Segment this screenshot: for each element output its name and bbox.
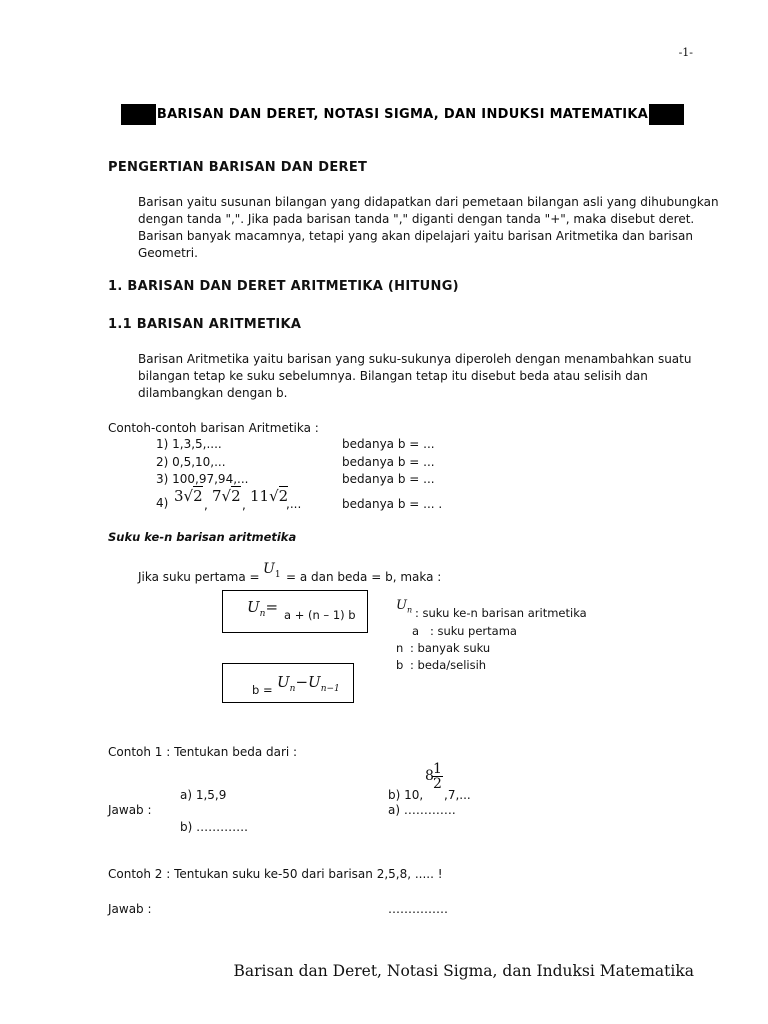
contoh-1-b-prefix: b) 10, [388,788,424,802]
example-3-seq: 3) 100,97,94,... [156,472,249,486]
given-before: Jika suku pertama = [138,570,260,584]
example-4-sep-1: , [204,498,208,512]
legend-u: U [396,598,407,613]
example-4-tail: ,... [286,497,302,511]
intro-line-3: Barisan banyak macamnya, tetapi yang akan dipelajari yaitu barisan Aritmetika dan barisan [138,229,693,243]
formula-b-u2: U [308,673,321,691]
formula-un-lhs [247,598,278,619]
formula-b-minus: − [295,673,309,691]
contoh-2-label: Contoh 2 : Tentukan suku ke-50 dari barisan 2,5,8, ..... ! [108,867,443,881]
legend-n-desc: : banyak suku [410,641,491,655]
definition-line-2: bilangan tetap ke suku sebelumnya. Bilangan tetap itu disebut beda atau selisih dan [138,369,648,383]
legend-b-symbol: b [396,658,404,672]
intro-line-4: Geometri. [138,246,198,260]
term-2-coef: 7 [212,487,222,505]
formula-b-sub1: n [289,684,296,694]
example-1-beda: bedanya b = ... [342,437,435,451]
term-2-radicand: 2 [231,487,241,505]
contoh-1-answer-a: a) …………. [388,803,456,817]
formula-un-eq: = [265,598,279,616]
contoh-1-answer-b: b) …………. [180,820,248,834]
given-after: = a dan beda = b, maka : [286,570,442,584]
legend-u-sub: n [406,605,413,615]
legend-b-desc: : beda/selisih [410,658,487,672]
term-3-radicand: 2 [278,487,289,505]
term-1-coef: 3 [174,487,184,505]
given-u-subscript: 1 [274,569,281,580]
legend-un-symbol [396,598,412,615]
contoh-1-b-suffix: ,7,... [444,788,471,802]
example-3-beda: bedanya b = ... [342,472,435,486]
legend-a-desc: : suku pertama [430,624,517,638]
formula-b-rhs [277,673,340,694]
contoh-1-jawab: Jawab : [108,803,152,817]
contoh-2-jawab: Jawab : [108,902,152,916]
formula-b-sub2: n−1 [320,684,340,694]
examples-label: Contoh-contoh barisan Aritmetika : [108,421,319,435]
contoh-1-fraction [432,762,443,791]
page-number: -1- [678,46,693,59]
intro-line-1: Barisan yaitu susunan bilangan yang didapatkan dari pemetaan bilangan asli yang dihubungkan [138,195,719,209]
definition-paragraph [138,351,694,402]
sqrt-icon: √ [221,487,232,505]
legend-un-desc: : suku ke-n barisan aritmetika [415,606,587,620]
example-4-term-3 [250,487,288,505]
formula-b-u1: U [277,673,290,691]
fraction-denominator: 2 [433,776,442,792]
definition-line-1: Barisan Aritmetika yaitu barisan yang suku-sukunya diperoleh dengan menambahkan suatu [138,352,692,366]
contoh-1-mixed-whole: 8 [425,768,434,784]
example-4-beda: bedanya b = ... . [342,497,443,511]
example-2-beda: bedanya b = ... [342,455,435,469]
legend-n-symbol: n [396,641,404,655]
formula-un-u: U [247,598,260,616]
example-1-seq: 1) 1,3,5,.... [156,437,222,451]
term-1-radicand: 2 [193,487,203,505]
heading-1: 1. BARISAN DAN DERET ARITMETIKA (HITUNG) [108,279,459,294]
term-3-coef: 11 [250,487,270,505]
contoh-2-dots: …………… [388,902,448,916]
formula-un-sub: n [259,609,266,619]
definition-line-3: dilambangkan dengan b. [138,386,288,400]
section-heading: PENGERTIAN BARISAN DAN DERET [108,160,368,175]
intro-paragraph [138,194,719,262]
intro-line-2: dengan tanda ",". Jika pada barisan tanda "," diganti dengan tanda "+", maka disebut deret. [138,212,695,226]
example-2-seq: 2) 0,5,10,... [156,455,226,469]
given-u1 [263,561,281,580]
suku-heading: Suku ke-n barisan aritmetika [108,530,297,544]
contoh-1-label: Contoh 1 : Tentukan beda dari : [108,745,298,759]
example-4-term-2 [212,487,241,505]
document-title-bar [121,104,684,125]
example-4-term-1 [174,487,203,505]
document-title: BARISAN DAN DERET, NOTASI SIGMA, DAN INDUKSI MATEMATIKA [156,104,649,125]
fraction-numerator: 1 [433,761,442,777]
sqrt-icon: √ [183,487,194,505]
contoh-1-a: a) 1,5,9 [180,788,227,802]
legend-a-symbol: a [412,624,420,638]
formula-un-rhs: a + (n – 1) b [284,608,356,622]
formula-b-lhs: b = [252,683,273,697]
footer-title: Barisan dan Deret, Notasi Sigma, dan Induksi Matematika [233,962,694,980]
sqrt-icon: √ [269,487,279,505]
heading-1-1: 1.1 BARISAN ARITMETIKA [108,317,302,332]
example-4-prefix: 4) [156,496,169,510]
given-u-symbol: U [263,561,275,577]
example-4-sep-2: , [242,498,246,512]
